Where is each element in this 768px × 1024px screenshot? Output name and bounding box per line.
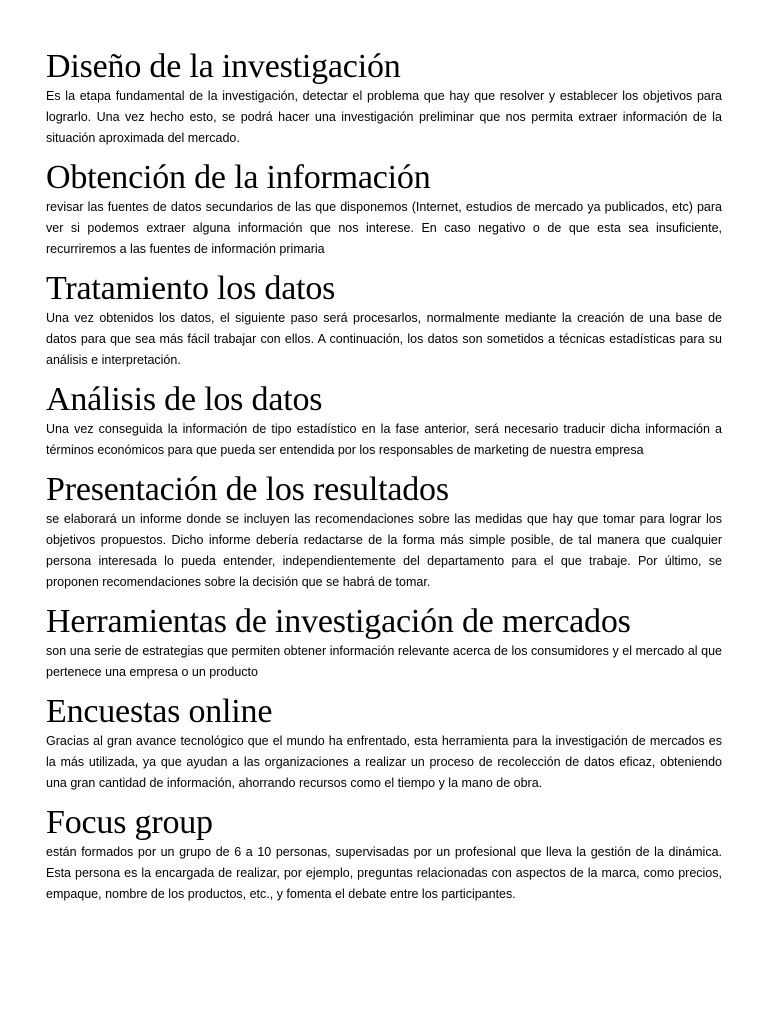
section-encuestas: [46, 693, 722, 794]
section-presentacion: [46, 471, 722, 593]
section-analisis: [46, 381, 722, 461]
section-title: Presentación de los resultados: [46, 471, 449, 508]
section-diseno: [46, 48, 722, 149]
section-title: Análisis de los datos: [46, 381, 323, 418]
section-title: Tratamiento los datos: [46, 270, 336, 307]
section-title: Herramientas de investigación de mercados: [46, 603, 631, 640]
section-text: se elaborará un informe donde se incluyen las recomendaciones sobre las medidas que hay que tomar para lograr los objetivos propuestos. Dicho informe debería redactarse de la forma más simple posible, de tal manera que cualquier persona interesada lo pueda entender, independientemente del departamento para el que trabaje. Por último, se proponen recomendaciones sobre la decisión que se habrá de tomar.: [46, 512, 722, 589]
section-tratamiento: [46, 270, 722, 371]
section-title: Encuestas online: [46, 693, 273, 730]
section-text: Una vez conseguida la información de tipo estadístico en la fase anterior, será necesario traducir dicha información a términos económicos para que pueda ser entendida por los responsables de marketing de nuestra empresa: [46, 422, 722, 457]
section-title: Diseño de la investigación: [46, 48, 401, 85]
section-text: Es la etapa fundamental de la investigación, detectar el problema que hay que resolver y establecer los objetivos para lograrlo. Una vez hecho esto, se podrá hacer una investigación preliminar que nos permita extraer información de la situación aproximada del mercado.: [46, 89, 722, 145]
section-focus-group: [46, 804, 722, 905]
section-herramientas: [46, 603, 722, 683]
section-title: Obtención de la información: [46, 159, 431, 196]
section-text: Gracias al gran avance tecnológico que el mundo ha enfrentado, esta herramienta para la investigación de mercados es la más utilizada, ya que ayudan a las organizaciones a realizar un proceso de recolección de datos eficaz, obteniendo una gran cantidad de información, ahorrando recursos como el tiempo y la mano de obra.: [46, 734, 722, 790]
section-text: revisar las fuentes de datos secundarios de las que disponemos (Internet, estudios de mercado ya publicados, etc) para ver si podemos extraer alguna información que nos interese. En caso negativo o de que esta sea insuficiente, recurriremos a las fuentes de información primaria: [46, 200, 722, 256]
document-page: [46, 48, 722, 915]
section-obtencion: [46, 159, 722, 260]
section-title: Focus group: [46, 804, 213, 841]
section-text: están formados por un grupo de 6 a 10 personas, supervisadas por un profesional que lleva la gestión de la dinámica. Esta persona es la encargada de realizar, por ejemplo, preguntas relacionadas con aspectos de la marca, como precios, empaque, nombre de los productos, etc., y fomenta el debate entre los participantes.: [46, 845, 722, 901]
section-text: son una serie de estrategias que permiten obtener información relevante acerca de los consumidores y el mercado al que pertenece una empresa o un producto: [46, 644, 722, 679]
section-text: Una vez obtenidos los datos, el siguiente paso será procesarlos, normalmente mediante la creación de una base de datos para que sea más fácil trabajar con ellos. A continuación, los datos son sometidos a técnicas estadísticas para su análisis e interpretación.: [46, 311, 722, 367]
